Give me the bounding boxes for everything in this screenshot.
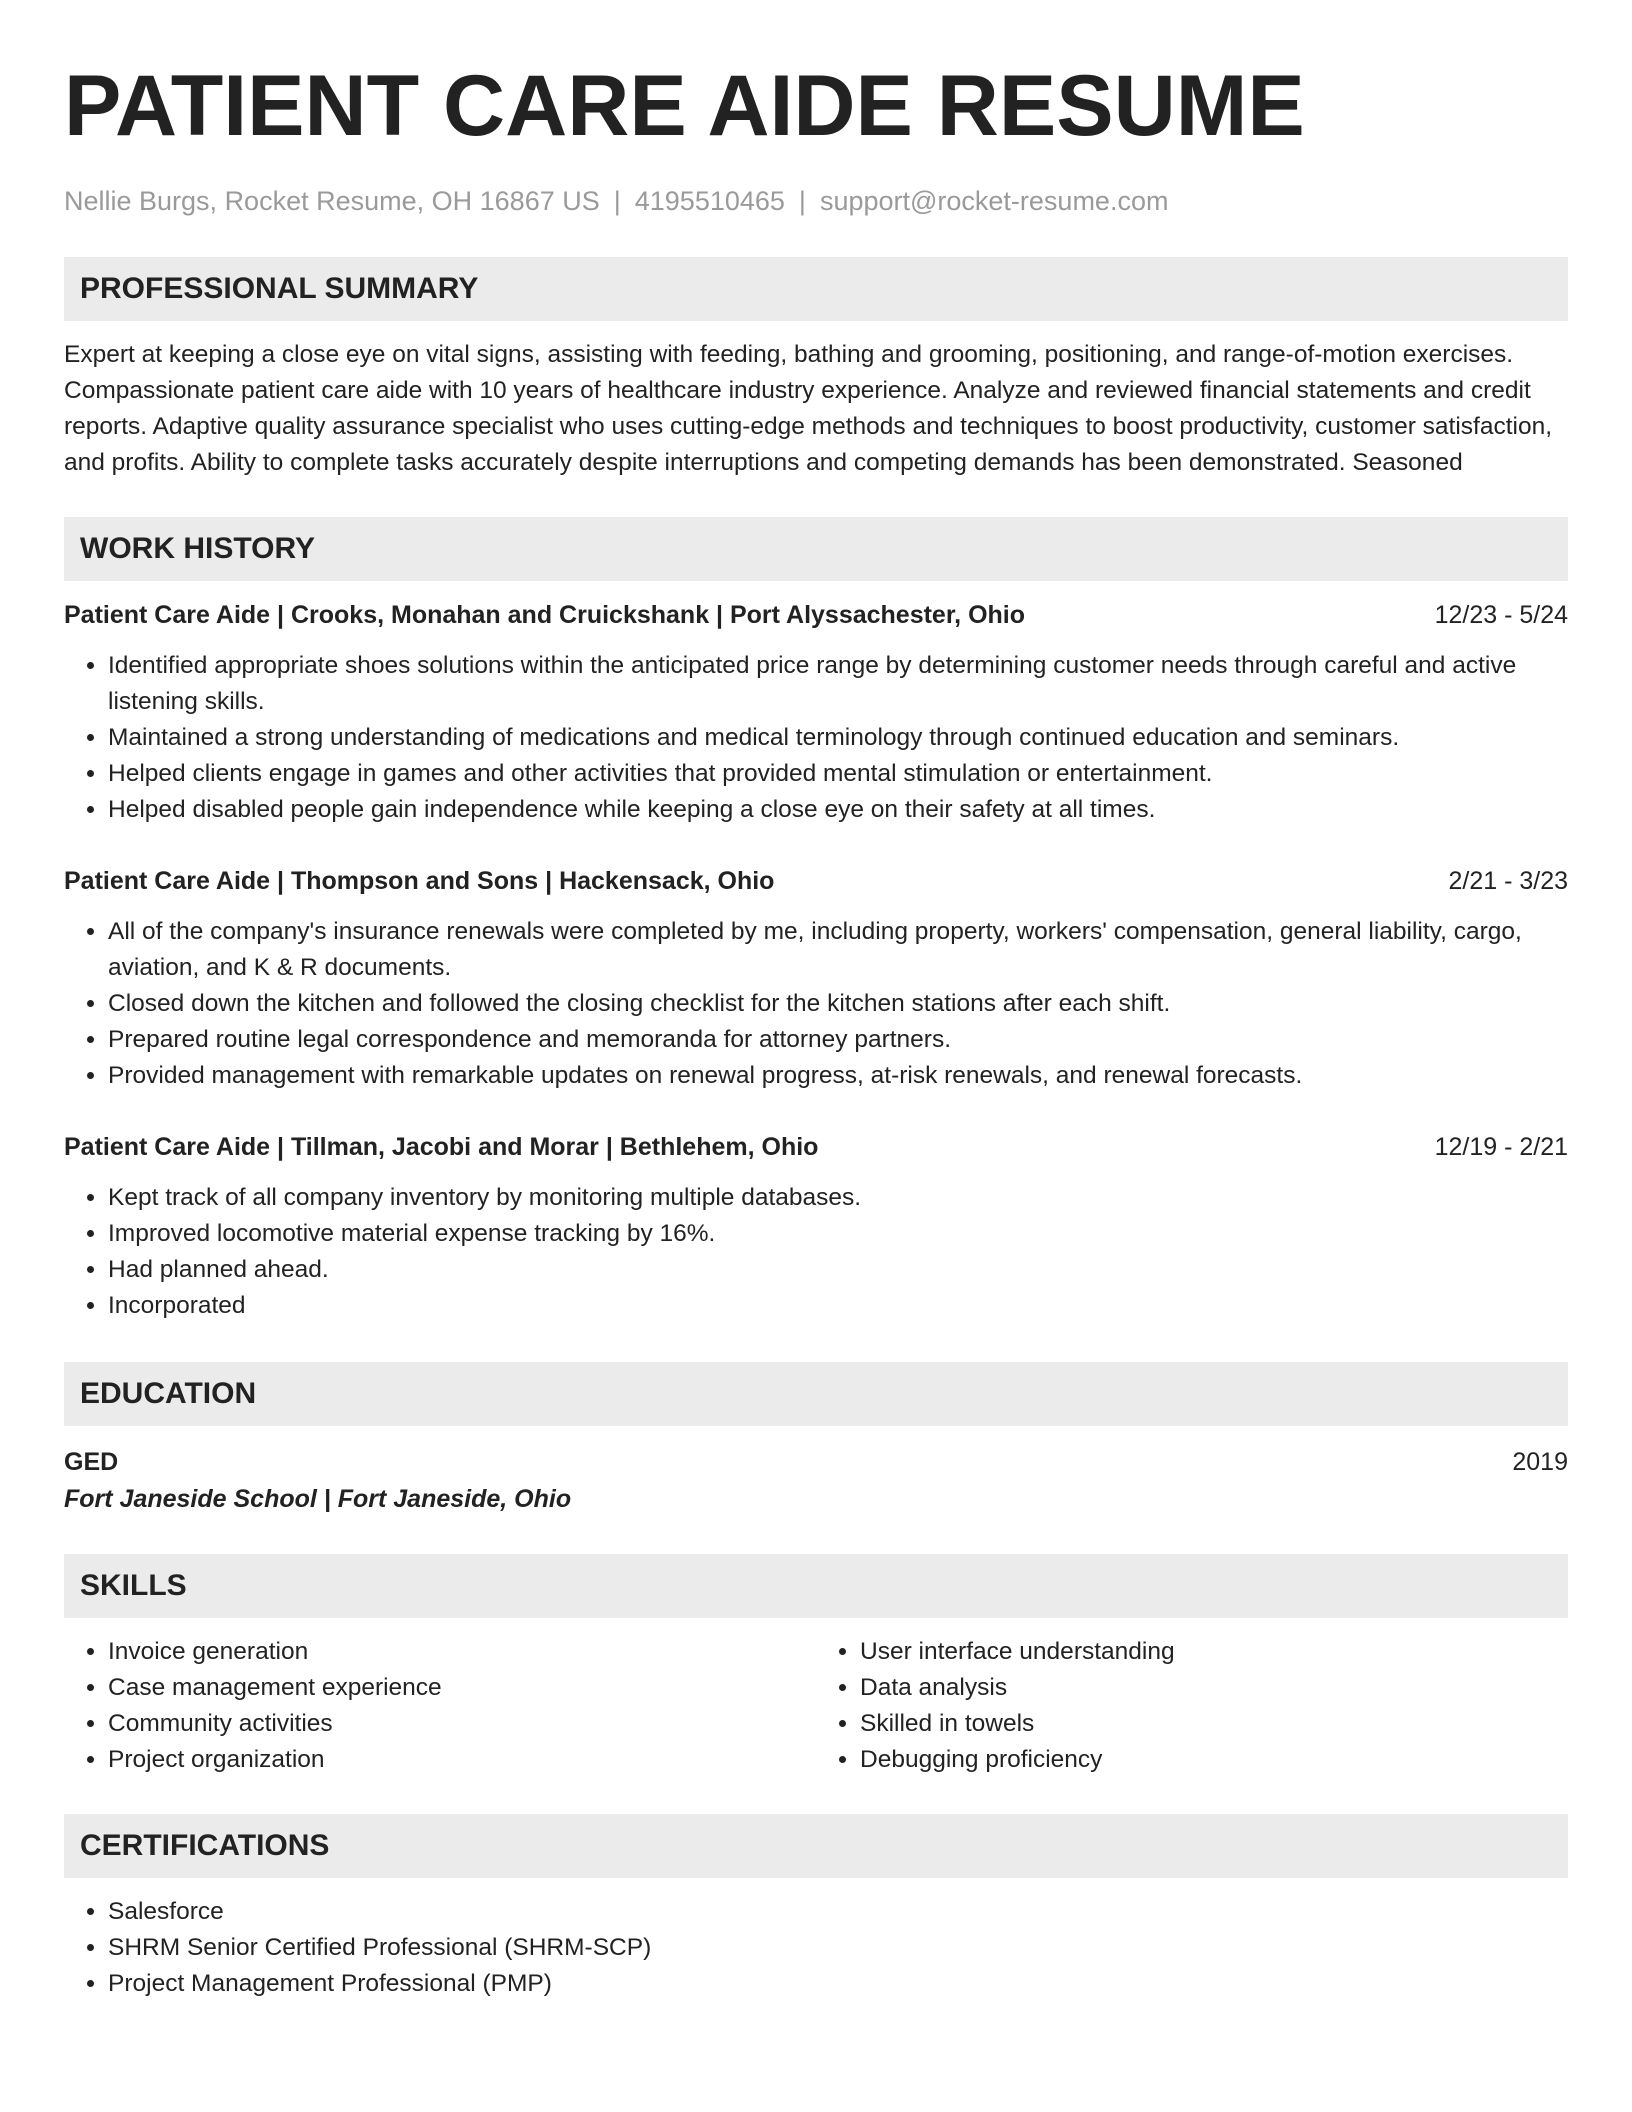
list-item: • Closed down the kitchen and followed the closing checklist for the kitchen stations after each shift. — [108, 986, 1568, 1022]
section-header-education: EDUCATION — [64, 1362, 1568, 1426]
job-header — [64, 864, 1568, 898]
job-dates: 12/19 - 2/21 — [1434, 1133, 1568, 1161]
skills-grid — [64, 1618, 1568, 1778]
job-title-line: Patient Care Aide | Tillman, Jacobi and Morar | Bethlehem, Ohio — [64, 1133, 819, 1161]
skills-list-right — [816, 1634, 1568, 1778]
contact-separator: | — [798, 186, 806, 216]
list-item: • Invoice generation — [108, 1634, 816, 1670]
list-item: • All of the company's insurance renewals were completed by me, including property, workers' compensation, general liability, cargo, aviation, and K & R documents. — [108, 914, 1568, 986]
list-item: • Project organization — [108, 1742, 816, 1778]
job-dates: 12/23 - 5/24 — [1434, 601, 1568, 629]
list-item: • Project Management Professional (PMP) — [108, 1966, 1568, 2002]
list-item: • Maintained a strong understanding of medications and medical terminology through continued education and seminars. — [108, 720, 1568, 756]
professional-summary-text: Expert at keeping a close eye on vital signs, assisting with feeding, bathing and grooming, positioning, and range-of-motion exercises. Compassionate patient care aide with 10 years of healthcare industry experience. Analyze and reviewed financial statements and credit reports. Adaptive quality assurance specialist who uses cutting-edge methods and techniques to boost productivity, customer satisfaction, and profits. Ability to complete tasks accurately despite interruptions and competing demands has been demonstrated. Seasoned — [64, 341, 1553, 476]
education-degree: GED — [64, 1448, 119, 1476]
education-school: Fort Janeside School | Fort Janeside, Ohio — [64, 1485, 572, 1513]
job-dates: 2/21 - 3/23 — [1448, 867, 1568, 895]
list-item: • Case management experience — [108, 1670, 816, 1706]
list-item: • Skilled in towels — [860, 1706, 1568, 1742]
list-item: • Improved locomotive material expense tracking by 16%. — [108, 1216, 1568, 1252]
page-title: PATIENT CARE AIDE RESUME — [64, 58, 1305, 154]
contact-phone: 4195510465 — [634, 186, 785, 216]
list-item: • Helped clients engage in games and other activities that provided mental stimulation or entertainment. — [108, 756, 1568, 792]
skills-list-left — [64, 1634, 816, 1778]
job-entry — [64, 864, 1568, 1094]
education-year: 2019 — [1512, 1448, 1568, 1476]
section-header-skills: SKILLS — [64, 1554, 1568, 1618]
list-item: • Debugging proficiency — [860, 1742, 1568, 1778]
job-bullets — [64, 1180, 1568, 1324]
section-header-work-history: WORK HISTORY — [64, 517, 1568, 581]
contact-address: Nellie Burgs, Rocket Resume, OH 16867 US — [64, 186, 600, 216]
job-bullets — [64, 648, 1568, 828]
job-header — [64, 1130, 1568, 1164]
job-bullets — [64, 914, 1568, 1094]
list-item: • Identified appropriate shoes solutions within the anticipated price range by determining customer needs through careful and active listening skills. — [108, 648, 1568, 720]
list-item: • SHRM Senior Certified Professional (SHRM-SCP) — [108, 1930, 1568, 1966]
job-title-line: Patient Care Aide | Thompson and Sons | Hackensack, Ohio — [64, 867, 775, 895]
contact-separator: | — [613, 186, 621, 216]
job-title-line: Patient Care Aide | Crooks, Monahan and Cruickshank | Port Alyssachester, Ohio — [64, 601, 1026, 629]
list-item: • Had planned ahead. — [108, 1252, 1568, 1288]
job-header — [64, 598, 1568, 632]
education-header — [64, 1444, 1568, 1480]
list-item: • Community activities — [108, 1706, 816, 1742]
list-item: • Kept track of all company inventory by monitoring multiple databases. — [108, 1180, 1568, 1216]
list-item: • Incorporated — [108, 1288, 1568, 1324]
section-header-professional-summary: PROFESSIONAL SUMMARY — [64, 257, 1568, 321]
education-entry — [64, 1444, 1568, 1518]
contact-email: support@rocket-resume.com — [819, 186, 1169, 216]
list-item: • User interface understanding — [860, 1634, 1568, 1670]
list-item: • Prepared routine legal correspondence and memoranda for attorney partners. — [108, 1022, 1568, 1058]
list-item: • Provided management with remarkable updates on renewal progress, at-risk renewals, and renewal forecasts. — [108, 1058, 1568, 1094]
certifications-list — [64, 1894, 1568, 2002]
list-item: • Salesforce — [108, 1894, 1568, 1930]
section-header-certifications: CERTIFICATIONS — [64, 1814, 1568, 1878]
list-item: • Helped disabled people gain independence while keeping a close eye on their safety at all times. — [108, 792, 1568, 828]
list-item: • Data analysis — [860, 1670, 1568, 1706]
contact-line — [64, 184, 1568, 218]
job-entry — [64, 1130, 1568, 1324]
job-entry — [64, 598, 1568, 828]
